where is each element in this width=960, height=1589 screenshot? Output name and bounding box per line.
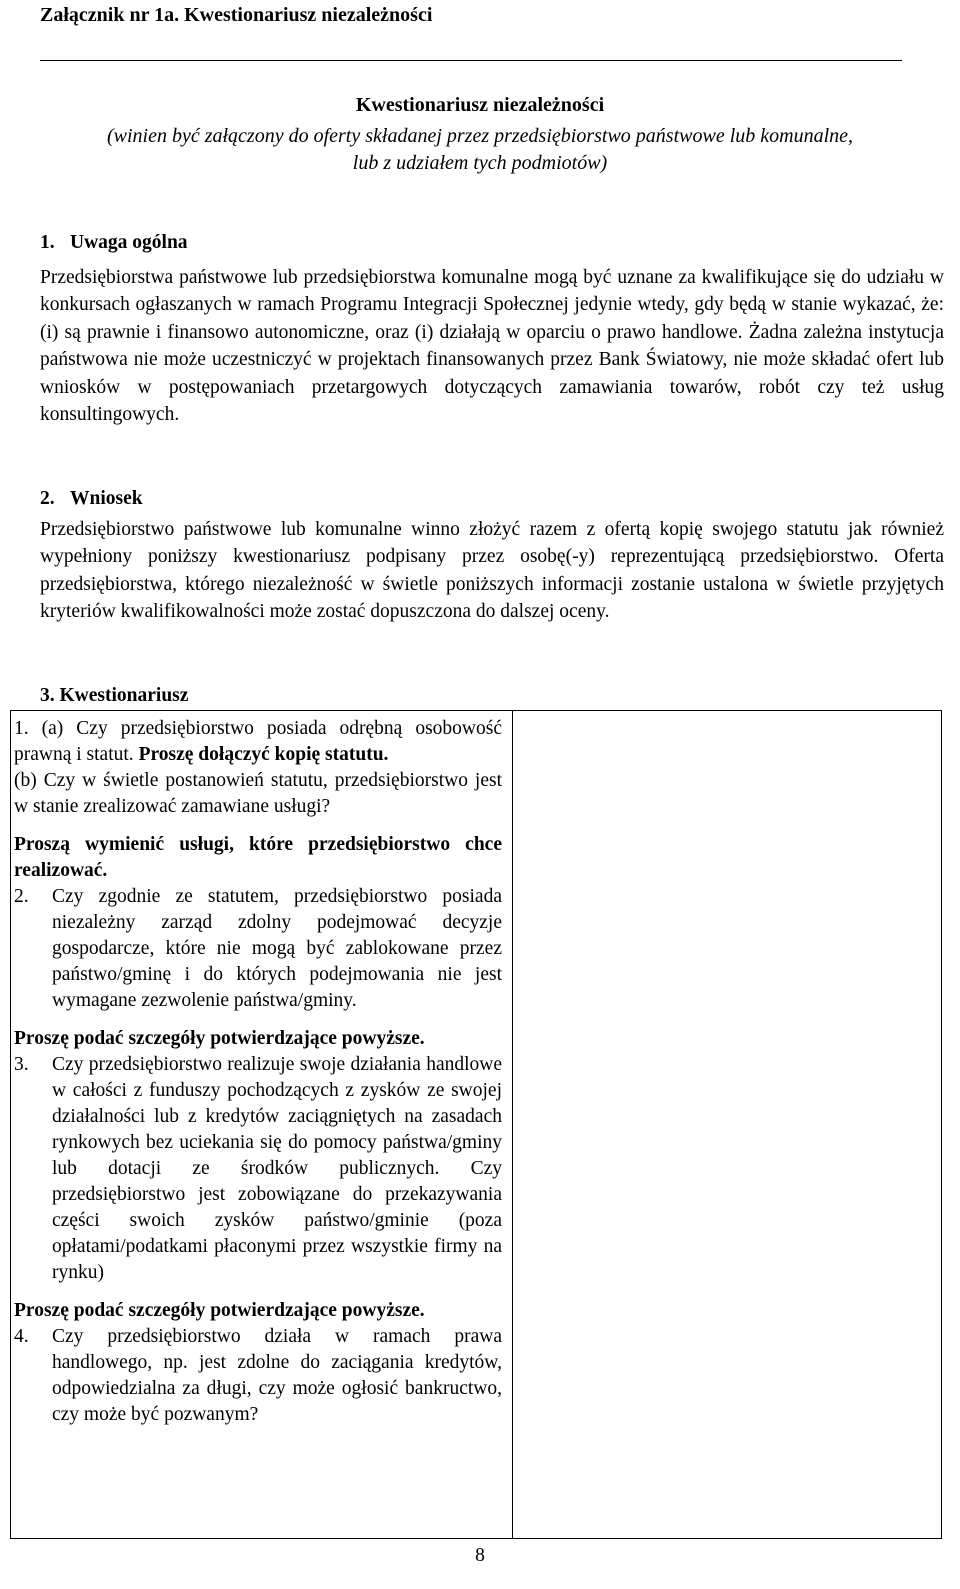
question-3-number: 3.: [14, 1054, 29, 1075]
question-2-instruction: Proszę podać szczegóły potwierdzające powyższe.: [14, 1028, 425, 1049]
section-2-body: Przedsiębiorstwo państwowe lub komunalne winno złożyć razem z ofertą kopię swojego statutu jak również wypełniony poniższy kwestionariusz podpisany przez osobę(-y) reprezentującą przedsiębiorstwo. Oferta przedsiębiorstwa, którego niezależność w świetle poniższych informacji zostanie ustalona w świetle przyjętych kryteriów kwalifikowalności może zostać dopuszczona do dalszej oceny.: [40, 519, 944, 623]
question-3-text: Czy przedsiębiorstwo realizuje swoje działania handlowe w całości z funduszy pochodzących z zysków ze swojej działalności lub z kredytów zaciągniętych na zasadach rynkowych bez uciekania się do pomocy państwa/gminy lub dotacji ze środków publicznych. Czy przedsiębiorstwo jest zobowiązane do przekazywania części swoich zysków państwo/gminie (poza opłatami/podatkami płaconymi przez wszystkie firmy na rynku): [52, 1054, 502, 1283]
question-3: [14, 1052, 502, 1286]
question-1a-text: 1. (a) Czy przedsiębiorstwo posiada odrębną osobowość prawną i statut.: [14, 718, 502, 765]
document-subtitle: [0, 123, 960, 177]
subtitle-line-2: lub z udziałem tych podmiotów): [352, 152, 608, 174]
section-1-number: 1.: [40, 232, 55, 253]
question-1-instruction: Proszą wymienić usługi, które przedsiębiorstwo chce realizować.: [14, 834, 502, 881]
question-2: [14, 884, 502, 1014]
section-1-heading: Uwaga ogólna: [70, 232, 188, 253]
section-2-heading: Wniosek: [70, 488, 143, 509]
page-number: 8: [475, 1545, 485, 1566]
question-4-text: Czy przedsiębiorstwo działa w ramach prawa handlowego, np. jest zdolne do zaciągania kredytów, odpowiedzialna za długi, czy może ogłosić bankructwo, czy może być pozwanym?: [52, 1326, 502, 1425]
header-title: Załącznik nr 1a. Kwestionariusz niezależności: [40, 4, 433, 26]
section-2-number: 2.: [40, 488, 55, 509]
subtitle-line-1: (winien być załączony do oferty składanej przez przedsiębiorstwo państwowe lub komunalne,: [106, 125, 854, 147]
question-3-instruction: Proszę podać szczegóły potwierdzające powyższe.: [14, 1300, 425, 1321]
document-title: Kwestionariusz niezależności: [355, 94, 605, 116]
question-1a-instruction: Proszę dołączyć kopię statutu.: [138, 744, 389, 765]
question-1a: [14, 716, 502, 768]
question-2-number: 2.: [14, 886, 29, 907]
question-2-text: Czy zgodnie ze statutem, przedsiębiorstwo posiada niezależny zarząd zdolny podejmować decyzje gospodarcze, które nie mogą być zablokowane przez państwo/gminę i do których podejmowania nie jest wymagane zezwolenie państwa/gminy.: [52, 886, 502, 1011]
question-4-number: 4.: [14, 1326, 29, 1347]
question-4: [14, 1324, 502, 1428]
header-rule: [40, 60, 902, 61]
question-1b: (b) Czy w świetle postanowień statutu, przedsiębiorstwo jest w stanie zrealizować zamawiane usługi?: [14, 770, 502, 817]
questionnaire-column-divider: [512, 710, 513, 1539]
section-3-heading: 3. Kwestionariusz: [40, 685, 189, 706]
section-1-body: Przedsiębiorstwa państwowe lub przedsiębiorstwa komunalne mogą być uznane za kwalifikujące się do udziału w konkursach ogłaszanych w ramach Programu Integracji Społecznej jedynie wtedy, gdy będą w stanie wykazać, że: (i) są prawnie i finansowo autonomiczne, oraz (i) działają w oparciu o prawo handlowe. Żadna zależna instytucja państwowa nie może uczestniczyć w projektach finansowanych przez Bank Światowy, nie może składać ofert lub wniosków w postępowaniach przetargowych dotyczących zamawiania towarów, robót czy też usług konsultingowych.: [40, 267, 944, 426]
questionnaire-questions: [14, 716, 502, 1428]
